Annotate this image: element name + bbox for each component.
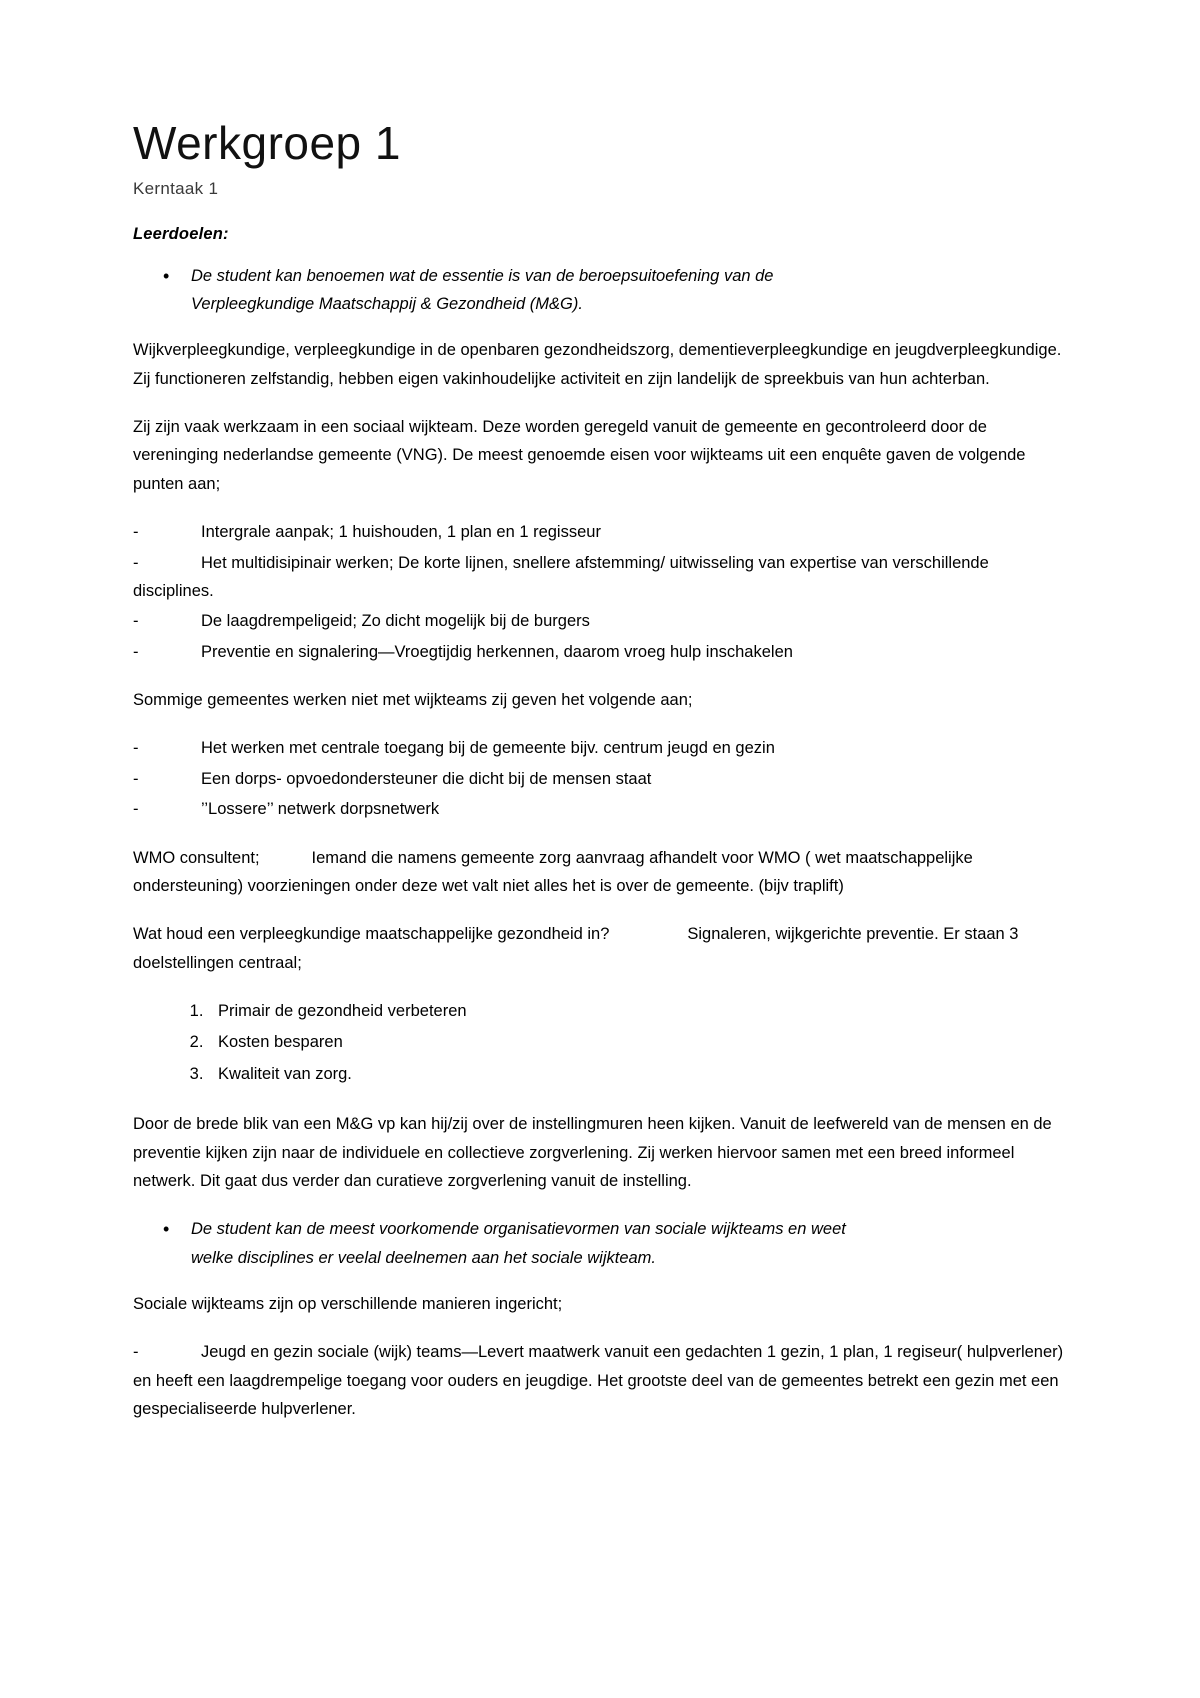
list-item <box>133 638 1070 666</box>
page-subtitle: Kerntaak 1 <box>133 178 219 198</box>
list-item-text: Een dorps- opvoedondersteuner die dicht bij de mensen staat <box>201 769 652 788</box>
dash-marker: - <box>133 553 139 572</box>
list-item <box>133 734 1070 762</box>
dash-marker: - <box>133 739 139 758</box>
learning-goal-2-list <box>133 1215 1070 1272</box>
paragraph-3: Sommige gemeentes werken niet met wijkteams zij geven het volgende aan; <box>133 691 693 710</box>
question-answer: Signaleren, wijkgerichte preventie. Er staan 3 doelstellingen centraal; <box>133 925 1019 972</box>
dash-marker: - <box>133 800 139 819</box>
dash-list-3 <box>133 1338 1070 1423</box>
list-item: 3. Kwaliteit van zorg. <box>208 1060 1070 1088</box>
list-item: 2. Kosten besparen <box>208 1028 1070 1056</box>
paragraph-1: Wijkverpleegkundige, verpleegkundige in de openbaren gezondheidszorg, dementieverpleegkundige en jeugdverpleegkundige. Zij functioneren zelfstandig, hebben eigen vakinhoudelijke activiteit en zijn landelijk de spreekbuis van hun achterban. <box>133 341 1062 388</box>
list-item <box>133 795 1070 823</box>
list-item <box>133 765 1070 793</box>
question-text: Wat houd een verpleegkundige maatschappelijke gezondheid in? <box>133 925 610 944</box>
list-item <box>191 262 1070 319</box>
wmo-paragraph <box>133 844 1070 901</box>
paragraph-5: Sociale wijkteams zijn op verschillende manieren ingericht; <box>133 1295 563 1314</box>
list-item <box>133 1338 1070 1423</box>
learning-goals-label: Leerdoelen: <box>133 224 229 243</box>
dash-marker: - <box>133 523 139 542</box>
goal-1-line-2: Verpleegkundige Maatschappij & Gezondheid (M&G). <box>191 294 583 313</box>
list-item <box>191 1215 1070 1272</box>
learning-goal-1-list <box>133 262 1070 319</box>
wmo-text: Iemand die namens gemeente zorg aanvraag afhandelt voor WMO ( wet maatschappelijke ondersteuning) voorzieningen onder deze wet valt niet alles het is over de gemeente. (bijv traplift) <box>133 848 973 895</box>
dash-marker: - <box>133 769 139 788</box>
list-item-text: Intergrale aanpak; 1 huishouden, 1 plan en 1 regisseur <box>201 523 601 542</box>
list-item-text: Preventie en signalering—Vroegtijdig herkennen, daarom vroeg hulp inschakelen <box>201 642 793 661</box>
dash-list-2 <box>133 734 1070 823</box>
paragraph-4: Door de brede blik van een M&G vp kan hij/zij over de instellingmuren heen kijken. Vanuit de leefwereld van de mensen en de preventie kijken zijn naar de individuele en collectieve zorgverlening. Zij werken hiervoor samen met een breed informeel netwerk. Dit gaat dus verder dan curatieve zorgverlening vanuit de instelling. <box>133 1115 1052 1190</box>
numbered-list <box>133 997 1070 1088</box>
list-item <box>133 549 1070 606</box>
list-item <box>133 518 1070 546</box>
dash-marker: - <box>133 1343 139 1362</box>
goal-2-line-2: welke disciplines er veelal deelnemen aan het sociale wijkteam. <box>191 1248 656 1267</box>
paragraph-2: Zij zijn vaak werkzaam in een sociaal wijkteam. Deze worden geregeld vanuit de gemeente en gecontroleerd door de vereninging nederlandse gemeente (VNG). De meest genoemde eisen voor wijkteams uit een enquête gaven de volgende punten aan; <box>133 418 1026 493</box>
list-item <box>133 607 1070 635</box>
goal-2-line-1: De student kan de meest voorkomende organisatievormen van sociale wijkteams en weet <box>191 1220 846 1239</box>
list-item-text: Jeugd en gezin sociale (wijk) teams—Levert maatwerk vanuit een gedachten 1 gezin, 1 plan, 1 regiseur( hulpverlener) en heeft een laagdrempelige toegang voor ouders en jeugdige. Het grootste deel van de gemeentes betrekt een gezin met een gespecialiseerde hulpverlener. <box>133 1343 1064 1419</box>
dash-marker: - <box>133 642 139 661</box>
list-item: 1. Primair de gezondheid verbeteren <box>208 997 1070 1025</box>
goal-1-line-1: De student kan benoemen wat de essentie is van de beroepsuitoefening van de <box>191 266 774 285</box>
page-title: Werkgroep 1 <box>133 117 402 169</box>
list-item-text: Het werken met centrale toegang bij de gemeente bijv. centrum jeugd en gezin <box>201 739 775 758</box>
wmo-label: WMO consultent; <box>133 848 260 867</box>
dash-marker: - <box>133 612 139 631</box>
list-item-text: ’’Lossere’’ netwerk dorpsnetwerk <box>201 800 440 819</box>
list-item-text: Het multidisipinair werken; De korte lijnen, snellere afstemming/ uitwisseling van expertise van verschillende disciplines. <box>133 553 989 600</box>
list-item-text: De laagdrempeligeid; Zo dicht mogelijk bij de burgers <box>201 612 590 631</box>
dash-list-1 <box>133 518 1070 666</box>
question-paragraph <box>133 920 1070 977</box>
